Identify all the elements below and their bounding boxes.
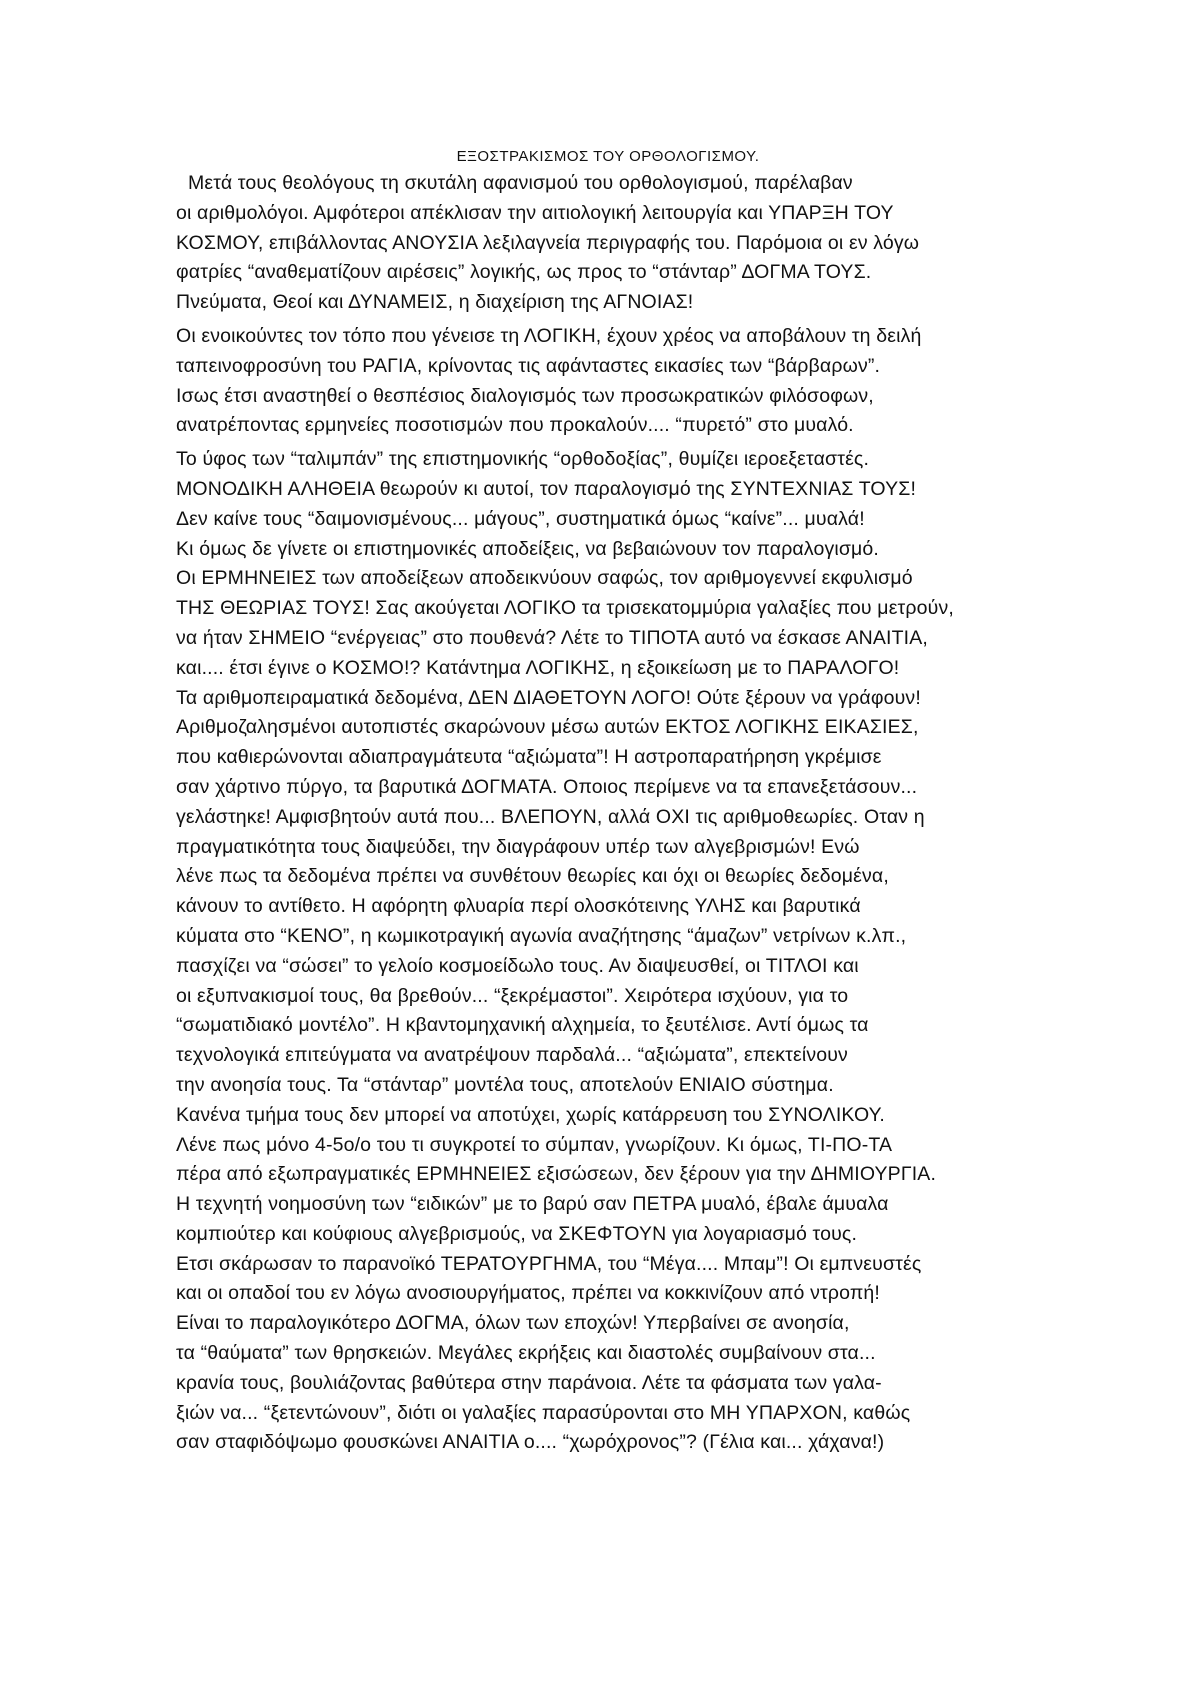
text-line: Οι ενοικούντες τον τόπο που γένεισε τη ΛΟΓΙΚΗ, έχουν χρέος να αποβάλουν τη δειλή: [176, 324, 922, 347]
text-line: ΚΟΣΜΟΥ, επιβάλλοντας ΑΝΟΥΣΙΑ λεξιλαγνεία περιγραφής του. Παρόμοια οι εν λόγω: [176, 231, 920, 254]
text-line: κομπιούτερ και κούφιους αλγεβρισμούς, να ΣΚΕΦΤΟΥΝ για λογαριασμό τους.: [176, 1222, 858, 1245]
text-line: Πνεύματα, Θεοί και ΔΥΝΑΜΕΙΣ, η διαχείριση της ΑΓΝΟΙΑΣ!: [176, 291, 694, 314]
text-line: Κανένα τμήμα τους δεν μπορεί να αποτύχει, χωρίς κατάρρευση του ΣΥΝΟΛΙΚΟΥ.: [176, 1103, 885, 1126]
text-line: τα “θαύματα” των θρησκειών. Μεγάλες εκρήξεις και διαστολές συμβαίνουν στα...: [176, 1342, 876, 1365]
text-line: Αριθμοζαλησμένοι αυτοπιστές σκαρώνουν μέσω αυτών ΕΚΤΟΣ ΛΟΓΙΚΗΣ ΕΙΚΑΣΙΕΣ,: [176, 716, 919, 739]
text-line: Είναι το παραλογικότερο ΔΟΓΜΑ, όλων των εποχών! Υπερβαίνει σε ανοησία,: [176, 1312, 850, 1335]
text-line: πέρα από εξωπραγματικές ΕΡΜΗΝΕΙΕΣ εξισώσεων, δεν ξέρουν για την ΔΗΜΙΟΥΡΓΙΑ.: [176, 1163, 937, 1186]
text-line: και οι οπαδοί του εν λόγω ανοσιουργήματος, πρέπει να κοκκινίζουν από ντροπή!: [176, 1282, 880, 1305]
text-line: οι εξυπνακισμοί τους, θα βρεθούν... “ξεκρέμαστοι”. Χειρότερα ισχύουν, για το: [176, 984, 849, 1007]
text-line: Το ύφος των “ταλιμπάν” της επιστημονικής “ορθοδοξίας”, θυμίζει ιεροεξεταστές.: [176, 448, 870, 471]
text-line: που καθιερώνονται αδιαπραγμάτευτα “αξιώματα”! Η αστροπαρατήρηση γκρέμισε: [176, 746, 882, 769]
document-title: ΕΞΟΣΤΡΑΚΙΣΜΟΣ ΤΟΥ ΟΡΘΟΛΟΓΙΣΜΟΥ.: [456, 148, 760, 165]
text-line: κάνουν το αντίθετο. Η αφόρητη φλυαρία περί ολοσκότεινης ΥΛΗΣ και βαρυτικά: [176, 895, 861, 918]
text-line: Κι όμως δε γίνετε οι επιστημονικές αποδείξεις, να βεβαιώνουν τον παραλογισμό.: [176, 537, 879, 560]
text-line: σαν σταφιδόψωμο φουσκώνει ΑΝΑΙΤΙΑ ο.... “χωρόχρονος”? (Γέλια και... χάχανα!): [176, 1431, 885, 1454]
text-line: Οι ΕΡΜΗΝΕΙΕΣ των αποδείξεων αποδεικνύουν σαφώς, τον αριθμογεννεί εκφυλισμό: [176, 567, 913, 590]
text-line: Λένε πως μόνο 4-5ο/ο του τι συγκροτεί το σύμπαν, γνωρίζουν. Κι όμως, ΤΙ-ΠΟ-ΤΑ: [176, 1133, 893, 1156]
text-line: Η τεχνητή νοημοσύνη των “ειδικών” με το βαρύ σαν ΠΕΤΡΑ μυαλό, έβαλε άμυαλα: [176, 1193, 889, 1216]
text-line: σαν χάρτινο πύργο, τα βαρυτικά ΔΟΓΜΑΤΑ. Οποιος περίμενε να τα επανεξετάσουν...: [176, 775, 918, 798]
text-line: λένε πως τα δεδομένα πρέπει να συνθέτουν θεωρίες και όχι οι θεωρίες δεδομένα,: [176, 865, 889, 888]
text-line: Ετσι σκάρωσαν το παρανοϊκό ΤΕΡΑΤΟΥΡΓΗΜΑ, του “Μέγα.... Μπαμ”! Οι εμπνευστές: [176, 1252, 922, 1275]
text-line: Δεν καίνε τους “δαιμονισμένους... μάγους”, συστηματικά όμως “καίνε”... μυαλά!: [176, 507, 865, 530]
text-line: πασχίζει να “σώσει” το γελοίο κοσμοείδωλο τους. Αν διαψευσθεί, οι ΤΙΤΛΟΙ και: [176, 954, 859, 977]
text-line: Μετά τους θεολόγους τη σκυτάλη αφανισμού του ορθολογισμού, παρέλαβαν: [188, 172, 853, 194]
text-line: οι αριθμολόγοι. Αμφότεροι απέκλισαν την αιτιολογική λειτουργία και ΥΠΑΡΞΗ ΤΟΥ: [176, 201, 894, 224]
text-line: Ισως έτσι αναστηθεί ο θεσπέσιος διαλογισμός των προσωκρατικών φιλόσοφων,: [176, 384, 874, 407]
text-line: τεχνολογικά επιτεύγματα να ανατρέψουν παρδαλά... “αξιώματα”, επεκτείνουν: [176, 1044, 848, 1067]
text-line: κύματα στο “ΚΕΝΟ”, η κωμικοτραγική αγωνία αναζήτησης “άμαζων” νετρίνων κ.λπ.,: [176, 924, 907, 947]
text-line: να ήταν ΣΗΜΕΙΟ “ενέργειας” στο πουθενά? Λέτε το ΤΙΠΟΤΑ αυτό να έσκασε ΑΝΑΙΤΙΑ,: [176, 626, 928, 649]
text-line: ΜΟΝΟΔΙΚΗ ΑΛΗΘΕΙΑ θεωρούν κι αυτοί, τον παραλογισμό της ΣΥΝΤΕΧΝΙΑΣ ΤΟΥΣ!: [176, 477, 917, 500]
text-line: πραγματικότητα τους διαψεύδει, την διαγράφουν υπέρ των αλγεβρισμών! Ενώ: [176, 835, 860, 858]
text-line: ξιών να... “ξετεντώνουν”, διότι οι γαλαξίες παρασύρονται στο ΜΗ ΥΠΑΡΧΟΝ, καθώς: [176, 1401, 911, 1424]
text-line: κρανία τους, βουλιάζοντας βαθύτερα στην παράνοια. Λέτε τα φάσματα των γαλα-: [176, 1371, 882, 1394]
text-line: φατρίες “αναθεματίζουν αιρέσεις” λογικής, ως προς το “στάνταρ” ΔΟΓΜΑ ΤΟΥΣ.: [176, 261, 872, 284]
text-line: ΤΗΣ ΘΕΩΡΙΑΣ ΤΟΥΣ! Σας ακούγεται ΛΟΓΙΚΟ τα τρισεκατομμύρια γαλαξίες που μετρούν,: [176, 597, 954, 620]
text-line: γελάστηκε! Αμφισβητούν αυτά που... ΒΛΕΠΟΥΝ, αλλά ΟΧΙ τις αριθμοθεωρίες. Οταν η: [176, 805, 925, 828]
text-line: την ανοησία τους. Τα “στάνταρ” μοντέλα τους, αποτελούν ΕΝΙΑΙΟ σύστημα.: [176, 1073, 834, 1096]
text-line: “σωματιδιακό μοντέλο”. Η κβαντομηχανική αλχημεία, το ξευτέλισε. Αντί όμως τα: [176, 1014, 869, 1037]
text-line: ανατρέποντας ερμηνείες ποσοτισμών που προκαλούν.... “πυρετό” στο μυαλό.: [176, 414, 854, 437]
text-line: Τα αριθμοπειραματικά δεδομένα, ΔΕΝ ΔΙΑΘΕΤΟΥΝ ΛΟΓΟ! Ούτε ξέρουν να γράφουν!: [176, 686, 921, 709]
text-line: και.... έτσι έγινε ο ΚΟΣΜΟ!? Κατάντημα ΛΟΓΙΚΗΣ, η εξοικείωση με το ΠΑΡΑΛΟΓΟ!: [176, 656, 900, 679]
text-line: ταπεινοφροσύνη του ΡΑΓΙΑ, κρίνοντας τις αφάνταστες εικασίες των “βάρβαρων”.: [176, 354, 881, 377]
